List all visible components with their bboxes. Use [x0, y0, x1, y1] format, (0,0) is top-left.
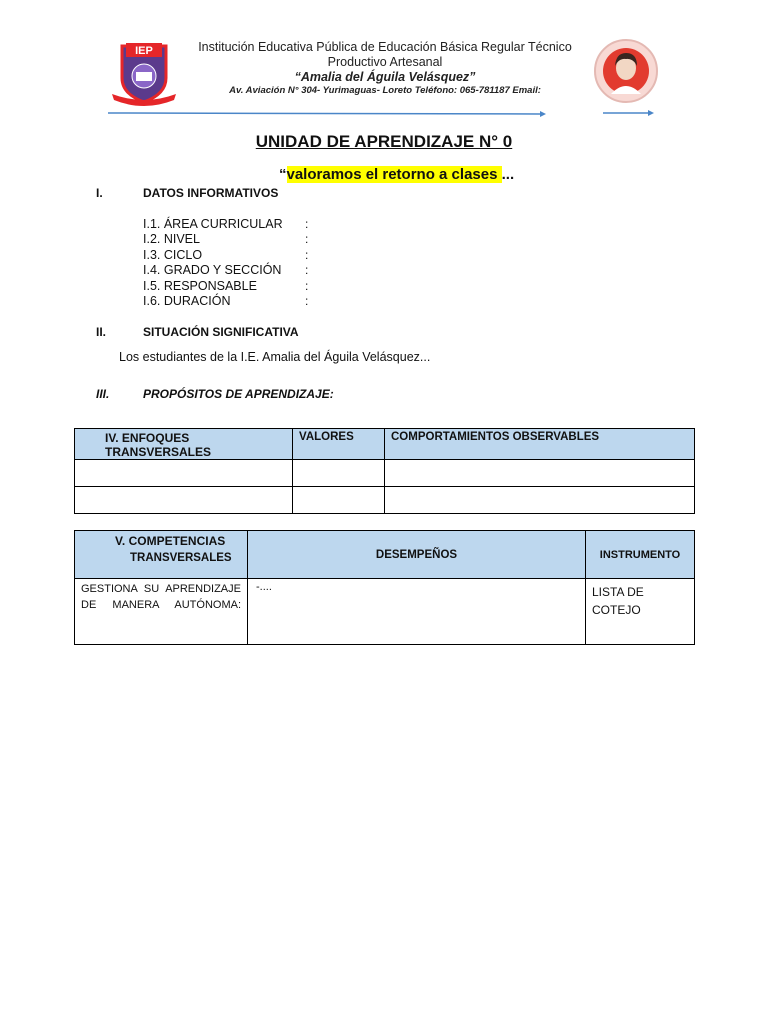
- table-cell[interactable]: [75, 460, 293, 487]
- datos-colon: :: [305, 232, 309, 246]
- competencias-table: [74, 530, 695, 645]
- school-name: “Amalia del Águila Velásquez”: [294, 70, 476, 84]
- header-competencias-l2: TRANSVERSALES: [130, 552, 232, 564]
- header-competencias-l1: V. COMPETENCIAS: [115, 534, 226, 548]
- document-title: UNIDAD DE APRENDIZAJE N° 0: [255, 132, 513, 151]
- enfoques-table: [74, 428, 695, 514]
- table-header-row: [75, 429, 695, 460]
- section-1-title: DATOS INFORMATIVOS: [143, 186, 279, 200]
- instrumento-l1: LISTA DE: [592, 585, 644, 599]
- subtitle-ellipsis: ...: [501, 166, 515, 183]
- institution-line-1: Institución Educativa Pública de Educación Básica Regular Técnico: [198, 40, 572, 54]
- datos-item-area: I.1. ÁREA CURRICULAR: [143, 217, 283, 231]
- competencia-cell: GESTIONA SU APRENDIZAJE DE MANERA AUTÓNOMA:: [75, 579, 248, 645]
- datos-item-nivel: I.2. NIVEL: [143, 232, 200, 246]
- datos-colon: :: [305, 279, 309, 293]
- header-comportamientos: COMPORTAMIENTOS OBSERVABLES: [385, 429, 695, 460]
- section-3-number: III.: [96, 387, 110, 401]
- header-instrumento: INSTRUMENTO: [586, 531, 695, 579]
- table-row: [75, 460, 695, 487]
- table-row: [75, 579, 695, 645]
- header-desempenos: DESEMPEÑOS: [248, 531, 586, 579]
- header-competencias: [75, 531, 248, 579]
- section-1-number: I.: [96, 186, 103, 200]
- table-cell[interactable]: [293, 460, 385, 487]
- header-divider: [108, 108, 668, 120]
- subtitle-open-quote: “: [279, 166, 287, 183]
- desempeno-cell: -....: [248, 579, 586, 645]
- header-valores: VALORES: [293, 429, 385, 460]
- instrumento-cell: [586, 579, 695, 645]
- school-logo: [108, 38, 180, 110]
- table-cell[interactable]: [75, 487, 293, 514]
- datos-item-responsable: I.5. RESPONSABLE: [143, 279, 257, 293]
- datos-colon: :: [305, 217, 309, 231]
- header-enfoques: IV. ENFOQUES TRANSVERSALES: [75, 429, 293, 460]
- situation-text: Los estudiantes de la I.E. Amalia del Águila Velásquez...: [119, 350, 431, 364]
- instrumento-l2: COTEJO: [592, 603, 641, 617]
- subtitle-highlight: valoramos el retorno a clases: [286, 166, 502, 183]
- table-row: [75, 487, 695, 514]
- table-header-row: [75, 531, 695, 579]
- datos-item-ciclo: I.3. CICLO: [143, 248, 203, 262]
- institution-line-2: Productivo Artesanal: [327, 55, 443, 69]
- portrait-image: [593, 38, 659, 104]
- section-2-title: SITUACIÓN SIGNIFICATIVA: [143, 325, 299, 339]
- table-cell[interactable]: [385, 487, 695, 514]
- logo-text: IEP: [135, 45, 153, 57]
- unit-subtitle: [279, 166, 514, 183]
- datos-colon: :: [305, 263, 309, 277]
- school-address: Av. Aviación N° 304- Yurimaguas- Loreto Teléfono: 065-781187 Email:: [229, 85, 541, 96]
- section-2-number: II.: [96, 325, 107, 339]
- datos-item-grado: I.4. GRADO Y SECCIÓN: [143, 263, 282, 277]
- datos-item-duracion: I.6. DURACIÓN: [143, 294, 231, 308]
- datos-colon: :: [305, 248, 309, 262]
- section-3-title: PROPÓSITOS DE APRENDIZAJE:: [143, 387, 334, 401]
- datos-colon: :: [305, 294, 309, 308]
- table-cell[interactable]: [293, 487, 385, 514]
- table-cell[interactable]: [385, 460, 695, 487]
